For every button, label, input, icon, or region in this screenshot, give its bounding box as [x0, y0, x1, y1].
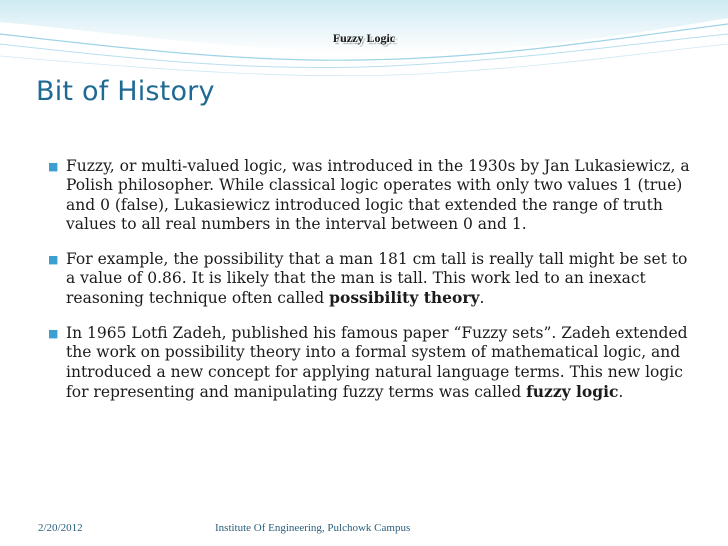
bullet-arrow-icon: ■: [48, 252, 59, 266]
bullet-text: For example, the possibility that a man 181 cm tall is really tall might be set to a value of 0.86. It is likely that the man is tall. This work led to an inexact reasoning technique often called: [66, 249, 688, 308]
bullet-arrow-icon: ■: [48, 326, 59, 340]
bullet-text: In 1965 Lotfi Zadeh, published his famous paper “Fuzzy sets”. Zadeh extended the work on possibility theory into a formal system of mathematical logic, and introduced a new concept for applying natural language terms. This new logic for representing and manipulating fuzzy terms was called: [66, 323, 688, 402]
bullet-text-end: .: [479, 289, 485, 308]
bullet-text: Fuzzy, or multi-valued logic, was introduced in the 1930s by Jan Lukasiewicz, a Polish philosopher. While classical logic operates with only two values 1 (true) and 0 (false), Lukasiewicz introduced logic that extended the range of truth values to all real numbers in the interval between 0 and 1.: [66, 157, 690, 234]
list-item: [48, 157, 698, 235]
bullet-emphasis: fuzzy logic: [526, 382, 619, 402]
footer-date: 2/20/2012: [38, 522, 83, 534]
slide-title: Bit of History: [36, 76, 215, 107]
bullet-arrow-icon: ■: [48, 160, 59, 173]
list-item: [48, 324, 698, 403]
bullet-text-end: .: [618, 383, 624, 402]
list-item: [48, 250, 698, 309]
header-wave-decoration: [0, 0, 728, 130]
header-title: Fuzzy Logic: [332, 31, 396, 45]
bullet-list: [48, 157, 698, 417]
bullet-emphasis: possibility theory: [329, 288, 480, 308]
footer-institution: Institute Of Engineering, Pulchowk Campus: [215, 522, 411, 534]
